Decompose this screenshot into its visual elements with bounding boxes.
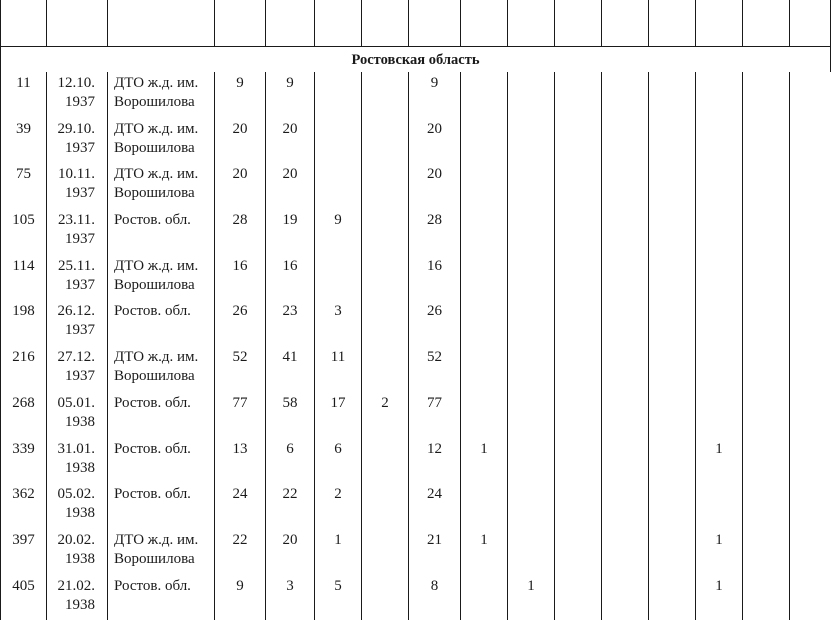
date-day-month: 21.02. <box>57 577 95 594</box>
count-cell-5: 52 <box>409 346 461 392</box>
date-day-month: 29.10. <box>57 120 95 137</box>
date-day-month: 05.02. <box>57 486 95 503</box>
count-cell-2: 58 <box>266 392 315 438</box>
count-cell-4 <box>362 483 409 529</box>
date-year: 1937 <box>65 231 95 248</box>
organization-cell <box>108 72 215 118</box>
count-cell-5: 21 <box>409 529 461 575</box>
table-row <box>1 529 831 575</box>
organization-line-2: Ворошилова <box>114 368 195 385</box>
count-cell-1: 13 <box>215 438 266 484</box>
count-cell-12 <box>743 163 790 209</box>
date-cell <box>47 483 108 529</box>
organization-line-2: Ворошилова <box>114 94 195 110</box>
case-number-cell: 362 <box>1 483 47 529</box>
count-cell-12 <box>743 575 790 620</box>
organization-cell <box>108 209 215 255</box>
organization-line-1: Ростов. обл. <box>114 394 191 411</box>
count-cell-11 <box>696 255 743 301</box>
organization-line-2: Ворошилова <box>114 185 195 202</box>
table-row <box>1 255 831 301</box>
count-cell-6 <box>461 72 508 118</box>
count-cell-3: 2 <box>315 483 362 529</box>
count-cell-8 <box>555 346 602 392</box>
date-cell <box>47 255 108 301</box>
count-cell-3: 3 <box>315 300 362 346</box>
count-cell-10 <box>649 483 696 529</box>
table-row <box>1 163 831 209</box>
count-cell-6 <box>461 483 508 529</box>
count-cell-5: 77 <box>409 392 461 438</box>
date-year: 1937 <box>65 185 95 202</box>
table-row <box>1 300 831 346</box>
count-cell-2: 41 <box>266 346 315 392</box>
count-cell-1: 9 <box>215 575 266 620</box>
count-cell-12 <box>743 255 790 301</box>
count-cell-4 <box>362 255 409 301</box>
table-row <box>1 72 831 118</box>
count-cell-6 <box>461 392 508 438</box>
organization-cell <box>108 529 215 575</box>
date-day-month: 23.11. <box>58 212 95 229</box>
count-cell-5: 16 <box>409 255 461 301</box>
count-cell-3: 9 <box>315 209 362 255</box>
count-cell-11 <box>696 483 743 529</box>
count-cell-2: 6 <box>266 438 315 484</box>
count-cell-6 <box>461 575 508 620</box>
count-cell-2: 20 <box>266 163 315 209</box>
count-cell-8 <box>555 255 602 301</box>
count-cell-9 <box>602 529 649 575</box>
organization-cell <box>108 255 215 301</box>
date-year: 1938 <box>65 459 95 476</box>
date-day-month: 20.02. <box>57 531 95 548</box>
count-cell-7: 1 <box>508 575 555 620</box>
count-cell-10 <box>649 72 696 118</box>
count-cell-8 <box>555 438 602 484</box>
case-number-cell: 75 <box>1 163 47 209</box>
count-cell-9 <box>602 163 649 209</box>
count-cell-10 <box>649 300 696 346</box>
count-cell-9 <box>602 346 649 392</box>
organization-line-1: ДТО ж.д. им. <box>114 531 199 548</box>
count-cell-11 <box>696 118 743 164</box>
count-cell-3: 11 <box>315 346 362 392</box>
date-day-month: 25.11. <box>58 257 95 274</box>
organization-line-1: Ростов. обл. <box>114 577 191 594</box>
case-number-cell: 198 <box>1 300 47 346</box>
date-cell <box>47 575 108 620</box>
organization-line-2: Ворошилова <box>114 139 195 156</box>
count-cell-4 <box>362 209 409 255</box>
region-row <box>1 47 831 73</box>
date-cell <box>47 209 108 255</box>
count-cell-6 <box>461 300 508 346</box>
count-cell-4 <box>362 438 409 484</box>
count-cell-5: 24 <box>409 483 461 529</box>
date-year: 1937 <box>65 322 95 339</box>
count-cell-2: 19 <box>266 209 315 255</box>
count-cell-11 <box>696 163 743 209</box>
count-cell-9 <box>602 255 649 301</box>
table-row <box>1 575 831 620</box>
count-cell-5: 26 <box>409 300 461 346</box>
date-year: 1937 <box>65 276 95 293</box>
count-cell-8 <box>555 529 602 575</box>
count-cell-1: 28 <box>215 209 266 255</box>
count-cell-1: 52 <box>215 346 266 392</box>
table-row <box>1 209 831 255</box>
count-cell-10 <box>649 255 696 301</box>
count-cell-4 <box>362 575 409 620</box>
case-number-cell: 11 <box>1 72 47 118</box>
date-cell <box>47 392 108 438</box>
case-number-cell: 114 <box>1 255 47 301</box>
count-cell-9 <box>602 483 649 529</box>
count-cell-6 <box>461 346 508 392</box>
count-cell-7 <box>508 483 555 529</box>
count-cell-7 <box>508 209 555 255</box>
count-cell-7 <box>508 529 555 575</box>
count-cell-7 <box>508 392 555 438</box>
count-cell-3 <box>315 163 362 209</box>
count-cell-6 <box>461 163 508 209</box>
table-row <box>1 118 831 164</box>
case-number-cell: 405 <box>1 575 47 620</box>
count-cell-7 <box>508 163 555 209</box>
count-cell-1: 77 <box>215 392 266 438</box>
date-cell <box>47 163 108 209</box>
count-cell-1: 9 <box>215 72 266 118</box>
count-cell-7 <box>508 255 555 301</box>
count-cell-5: 8 <box>409 575 461 620</box>
organization-line-1: Ростов. обл. <box>114 440 191 457</box>
date-year: 1938 <box>65 413 95 430</box>
count-cell-11: 1 <box>696 575 743 620</box>
count-cell-8 <box>555 209 602 255</box>
count-cell-8 <box>555 163 602 209</box>
table-row <box>1 346 831 392</box>
date-day-month: 31.01. <box>57 440 95 457</box>
date-day-month: 26.12. <box>57 303 95 320</box>
table-row <box>1 438 831 484</box>
count-cell-7 <box>508 72 555 118</box>
count-cell-4 <box>362 529 409 575</box>
count-cell-12 <box>743 438 790 484</box>
count-cell-4 <box>362 346 409 392</box>
count-cell-12 <box>743 209 790 255</box>
count-cell-11 <box>696 392 743 438</box>
count-cell-11 <box>696 346 743 392</box>
count-cell-2: 3 <box>266 575 315 620</box>
count-cell-5: 28 <box>409 209 461 255</box>
count-cell-10 <box>649 163 696 209</box>
count-cell-2: 22 <box>266 483 315 529</box>
count-cell-1: 20 <box>215 163 266 209</box>
date-cell <box>47 300 108 346</box>
count-cell-8 <box>555 392 602 438</box>
count-cell-7 <box>508 118 555 164</box>
count-cell-10 <box>649 438 696 484</box>
date-day-month: 10.11. <box>58 166 95 183</box>
count-cell-11: 1 <box>696 529 743 575</box>
count-cell-9 <box>602 209 649 255</box>
case-number-cell: 397 <box>1 529 47 575</box>
organization-cell <box>108 438 215 484</box>
count-cell-11 <box>696 72 743 118</box>
date-cell <box>47 72 108 118</box>
count-cell-4 <box>362 300 409 346</box>
count-cell-6: 1 <box>461 529 508 575</box>
count-cell-2: 16 <box>266 255 315 301</box>
date-cell <box>47 118 108 164</box>
date-year: 1937 <box>65 368 95 385</box>
count-cell-5: 20 <box>409 118 461 164</box>
case-number-cell: 39 <box>1 118 47 164</box>
count-cell-2: 23 <box>266 300 315 346</box>
count-cell-3 <box>315 255 362 301</box>
count-cell-12 <box>743 529 790 575</box>
count-cell-3 <box>315 118 362 164</box>
organization-cell <box>108 118 215 164</box>
count-cell-10 <box>649 118 696 164</box>
count-cell-5: 12 <box>409 438 461 484</box>
count-cell-10 <box>649 346 696 392</box>
count-cell-12 <box>743 300 790 346</box>
count-cell-12 <box>743 72 790 118</box>
count-cell-3: 5 <box>315 575 362 620</box>
date-day-month: 12.10. <box>57 75 95 91</box>
count-cell-7 <box>508 438 555 484</box>
count-cell-9 <box>602 72 649 118</box>
organization-line-2: Ворошилова <box>114 276 195 293</box>
count-cell-11 <box>696 209 743 255</box>
count-cell-4: 2 <box>362 392 409 438</box>
count-cell-8 <box>555 300 602 346</box>
organization-line-1: ДТО ж.д. им. <box>114 166 199 183</box>
count-cell-1: 22 <box>215 529 266 575</box>
count-cell-2: 20 <box>266 118 315 164</box>
count-cell-1: 16 <box>215 255 266 301</box>
count-cell-10 <box>649 209 696 255</box>
organization-line-1: Ростов. обл. <box>114 212 191 229</box>
count-cell-9 <box>602 300 649 346</box>
table-row <box>1 483 831 529</box>
count-cell-6: 1 <box>461 438 508 484</box>
count-cell-6 <box>461 118 508 164</box>
count-cell-12 <box>743 118 790 164</box>
count-cell-9 <box>602 392 649 438</box>
count-cell-10 <box>649 392 696 438</box>
organization-line-1: ДТО ж.д. им. <box>114 120 199 137</box>
organization-cell <box>108 483 215 529</box>
count-cell-10 <box>649 529 696 575</box>
count-cell-6 <box>461 255 508 301</box>
organization-cell <box>108 575 215 620</box>
table-row <box>1 392 831 438</box>
count-cell-1: 26 <box>215 300 266 346</box>
count-cell-4 <box>362 118 409 164</box>
count-cell-3: 17 <box>315 392 362 438</box>
organization-line-1: ДТО ж.д. им. <box>114 75 199 91</box>
count-cell-7 <box>508 300 555 346</box>
count-cell-8 <box>555 118 602 164</box>
case-number-cell: 268 <box>1 392 47 438</box>
count-cell-12 <box>743 483 790 529</box>
count-cell-3 <box>315 72 362 118</box>
region-title: Ростовская область <box>1 47 831 73</box>
count-cell-2: 9 <box>266 72 315 118</box>
count-cell-8 <box>555 72 602 118</box>
date-year: 1938 <box>65 550 95 567</box>
date-day-month: 27.12. <box>57 349 95 366</box>
count-cell-7 <box>508 346 555 392</box>
header-continuation-row <box>1 0 831 47</box>
count-cell-11 <box>696 300 743 346</box>
count-cell-9 <box>602 118 649 164</box>
count-cell-3: 6 <box>315 438 362 484</box>
count-cell-9 <box>602 438 649 484</box>
organization-cell <box>108 163 215 209</box>
organization-line-1: ДТО ж.д. им. <box>114 257 199 274</box>
date-year: 1937 <box>65 139 95 156</box>
count-cell-6 <box>461 209 508 255</box>
count-cell-12 <box>743 392 790 438</box>
count-cell-12 <box>743 346 790 392</box>
count-cell-3: 1 <box>315 529 362 575</box>
count-cell-1: 24 <box>215 483 266 529</box>
organization-cell <box>108 392 215 438</box>
date-cell <box>47 346 108 392</box>
count-cell-5: 20 <box>409 163 461 209</box>
count-cell-10 <box>649 575 696 620</box>
date-day-month: 05.01. <box>57 394 95 411</box>
date-year: 1938 <box>65 596 95 613</box>
organization-line-1: Ростов. обл. <box>114 486 191 503</box>
count-cell-4 <box>362 72 409 118</box>
case-number-cell: 216 <box>1 346 47 392</box>
case-number-cell: 339 <box>1 438 47 484</box>
organization-line-2: Ворошилова <box>114 550 195 567</box>
organization-cell <box>108 300 215 346</box>
organization-line-1: ДТО ж.д. им. <box>114 349 199 366</box>
count-cell-1: 20 <box>215 118 266 164</box>
count-cell-8 <box>555 483 602 529</box>
date-year: 1937 <box>65 94 95 110</box>
count-cell-11: 1 <box>696 438 743 484</box>
count-cell-5: 9 <box>409 72 461 118</box>
organization-line-1: Ростов. обл. <box>114 303 191 320</box>
count-cell-8 <box>555 575 602 620</box>
count-cell-9 <box>602 575 649 620</box>
date-cell <box>47 529 108 575</box>
count-cell-4 <box>362 163 409 209</box>
organization-cell <box>108 346 215 392</box>
date-year: 1938 <box>65 505 95 522</box>
date-cell <box>47 438 108 484</box>
count-cell-2: 20 <box>266 529 315 575</box>
case-number-cell: 105 <box>1 209 47 255</box>
